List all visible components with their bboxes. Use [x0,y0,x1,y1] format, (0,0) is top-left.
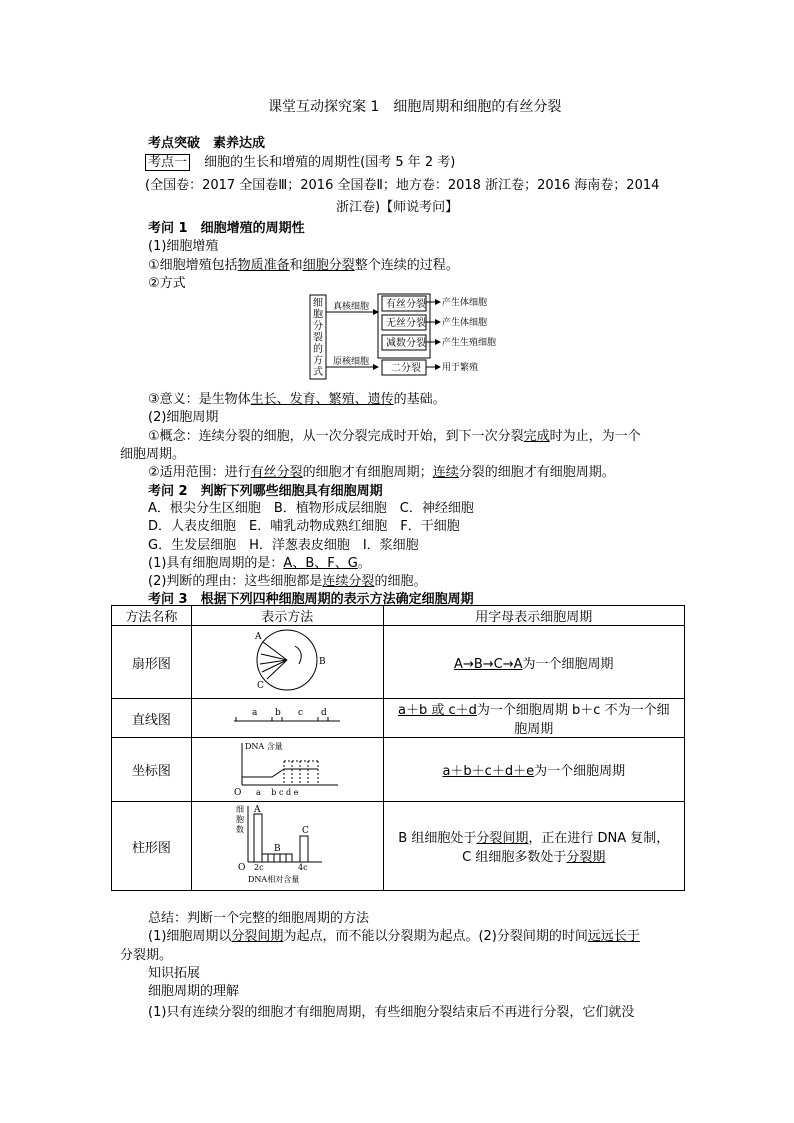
topic-exams-line2: 浙江卷)【师说考问】 [336,200,459,215]
q1-p1c: ③意义：是生物体生长、发育、繁殖、遗传的基础。 [148,392,446,407]
root-char: 分 [313,321,323,332]
answer-cell: B 组细胞处于分裂间期，正在进行 DNA 复制， C 组细胞多数处于分裂期 [383,802,684,891]
bar-tick-4c: 4c [298,863,308,872]
root-char: 方 [313,355,323,367]
coord-origin: O [234,787,242,797]
table-row [112,738,685,802]
ext-p1: (1)只有连续分裂的细胞才有细胞周期，有些细胞分裂结束后不再进行分裂，它们就没 [148,1005,635,1020]
root-char: 的 [313,344,323,355]
topic-text: 细胞的生长和增殖的周期性(国考 5 年 2 考) [204,155,456,170]
answer-cell: a＋b 或 c＋d为一个细胞周期 b＋c 不为一个细 胞周期 [383,699,684,738]
method-name: 扇形图 [112,626,192,699]
line-label-c: c [298,708,304,718]
topic-exams-line1: (全国卷：2017 全国卷Ⅲ；2016 全国卷Ⅱ；地方卷：2018 浙江卷；2016 海南卷；2014 [145,178,660,193]
bar-ylabel-1: 细 [236,805,245,814]
pie-label-a: A [255,632,262,642]
topic-line [145,151,455,170]
cell-division-diagram [300,290,530,382]
q3-heading: 考问 3 根据下列四种细胞周期的表示方法确定细胞周期 [148,592,474,607]
bar-origin: O [238,863,246,873]
root-char: 裂 [313,332,323,344]
q1-p1: (1)细胞增殖 [148,239,219,254]
method-mitosis: 有丝分裂 [386,299,426,310]
table-row [112,626,685,699]
result-2: 产生体细胞 [442,318,488,328]
result-3: 产生生殖细胞 [442,338,497,348]
header-method: 方法名称 [112,606,192,626]
bar-diagram [232,802,342,886]
section-header: 考点突破 素养达成 [148,136,266,151]
q1-p2a-line2: 细胞周期。 [120,447,186,462]
bar-xlabel: DNA相对含量 [248,875,300,884]
summary-heading: 总结：判断一个完整的细胞周期的方法 [148,911,370,926]
q2-options-1: A．根尖分生区细胞 B．植物形成层细胞 C．神经细胞 [148,501,474,516]
prok-label: 原核细胞 [333,357,370,367]
pie-label-b: B [319,657,326,667]
euk-label: 真核细胞 [333,302,370,312]
bar-label-b: B [274,844,281,854]
q1-p2b: ②适用范围：进行有丝分裂的细胞才有细胞周期；连续分裂的细胞才有细胞周期。 [148,465,615,480]
summary-line1: (1)细胞周期以分裂间期为起点，而不能以分裂期为起点。(2)分裂间期的时间远远长于 [148,929,640,944]
coord-ylabel: DNA 含量 [245,741,283,751]
method-meiosis: 减数分裂 [386,338,426,349]
page-title: 课堂互动探究案 1 细胞周期和细胞的有丝分裂 [268,99,562,115]
root-char: 式 [313,367,323,378]
q1-p1a: ①细胞增殖包括物质准备和细胞分裂整个连续的过程。 [148,258,459,273]
q2-options-2: D．人表皮细胞 E．哺乳动物成熟红细胞 F．干细胞 [148,519,460,534]
bar-tick-2c: 2c [254,863,264,872]
q2-heading: 考问 2 判断下列哪些细胞具有细胞周期 [148,484,383,499]
bar-ylabel-3: 数 [236,825,245,834]
header-representation: 表示方法 [191,606,383,626]
line-diagram-cell [191,699,383,738]
q2-answer-2: (2)判断的理由：这些细胞都是连续分裂的细胞。 [148,574,427,589]
line-diagram [232,705,342,727]
method-name: 坐标图 [112,738,192,802]
result-1: 产生体细胞 [442,298,488,308]
header-answer: 用字母表示细胞周期 [383,606,684,626]
q1-p2: (2)细胞周期 [148,410,219,425]
root-char: 细 [313,298,323,309]
bar-diagram-cell [191,802,383,891]
ext-sub: 细胞周期的理解 [148,984,240,999]
line-label-a: a [252,708,258,718]
method-binary: 二分裂 [391,363,421,374]
method-name: 柱形图 [112,802,192,891]
coord-diagram-cell [191,738,383,802]
pie-label-c: C [257,681,265,691]
root-char: 胞 [313,309,323,321]
ext-heading: 知识拓展 [148,966,201,981]
summary-line2: 分裂期。 [120,948,173,963]
table-row [112,802,685,891]
answer-cell: a＋b＋c＋d＋e为一个细胞周期 [383,738,684,802]
method-name: 直线图 [112,699,192,738]
methods-table [111,605,685,891]
q1-heading: 考问 1 细胞增殖的周期性 [148,221,305,236]
pie-diagram-cell [191,626,383,699]
table-header-row [112,606,685,626]
q2-options-3: G．生发层细胞 H．洋葱表皮细胞 I．浆细胞 [148,538,419,553]
bar-label-a: A [254,805,261,815]
answer-cell: A→B→C→A为一个细胞周期 [383,626,684,699]
bar-c [300,836,308,862]
result-4: 用于繁殖 [442,363,479,373]
q1-p1b: ②方式 [148,276,186,291]
bar-a [254,814,262,862]
q2-answer-1: (1)具有细胞周期的是：A、B、F、G。 [148,556,371,571]
method-amitosis: 无丝分裂 [386,318,426,329]
table-row [112,699,685,738]
coord-ticks: a b c d e [256,787,299,797]
line-label-d: d [321,708,327,718]
bar-ylabel-2: 胞 [236,815,245,824]
line-label-b: b [275,708,281,718]
pie-diagram [237,626,337,694]
bar-label-c: C [302,826,310,836]
topic-tag: 考点一 [145,154,190,171]
coord-diagram [232,739,342,797]
q1-p2a-line1: ①概念：连续分裂的细胞，从一次分裂完成时开始，到下一次分裂完成时为止，为一个 [148,429,641,444]
